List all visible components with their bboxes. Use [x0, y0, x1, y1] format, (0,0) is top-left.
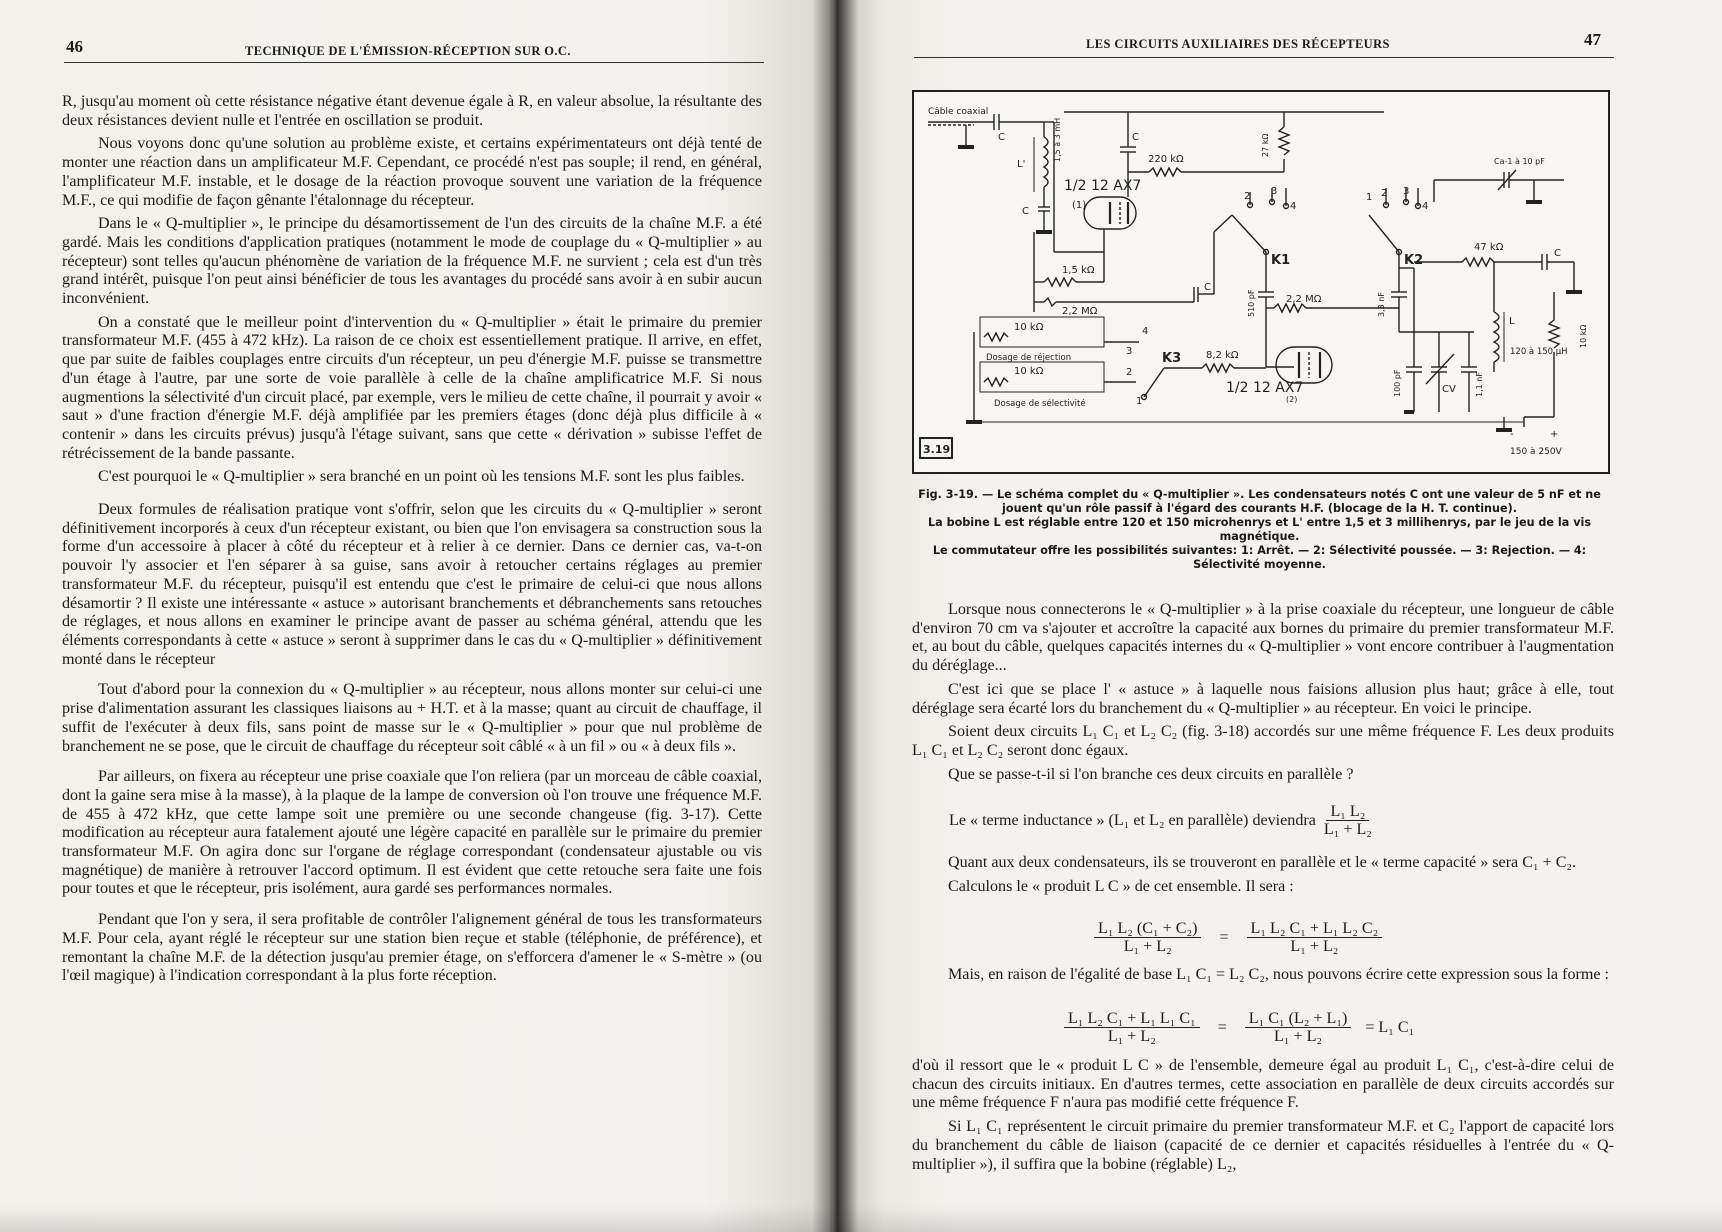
paragraph: d'où il ressort que le « produit L C » de l'ensemble, demeure égal au produit L₁ C₁, c'est-à-dire celui de chacun des circuits initiaux. En d'autres termes, cette association en parallèle de deux circuits accordés sur une même fréquence F n'aura pas modifié cette fréquence F. — [912, 1057, 1614, 1112]
right-text-column-top — [912, 601, 1614, 789]
paragraph: Calculons le « produit L C » de cet ensemble. Il sera : — [948, 877, 1294, 895]
label-k2-n3: 3 — [1403, 186, 1410, 197]
denominator: L₁ + L₂ — [1123, 938, 1172, 955]
label-tube1: 1/2 12 AX7 — [1064, 178, 1142, 194]
fraction — [1247, 920, 1383, 955]
label-k3-n3: 3 — [1126, 346, 1133, 357]
label-k2-n4: 4 — [1422, 201, 1429, 212]
paragraph: Quant aux deux condensateurs, ils se trouveront en parallèle et le « terme capacité » sera C₁ + C₂. — [948, 854, 1577, 871]
label-lprime-range: 1,5 à 3 mH — [1053, 117, 1062, 162]
denominator: L₁ + L₂ — [1107, 1028, 1156, 1045]
label-k2-n2: 2 — [1381, 188, 1388, 199]
label-tube1-sub: (1) — [1072, 200, 1087, 211]
equation-inductance — [949, 803, 1380, 838]
caption-line: La bobine L est réglable entre 120 et 150 microhenrys et L' entre 1,5 et 3 millihenrys, par le jeu de la vis magnétique. — [928, 516, 1591, 543]
paragraph: Tout d'abord pour la connexion du « Q-multiplier » au récepteur, nous allons monter sur celui-ci une prise d'alimentation assurant les classiques liaisons au + H.T. et à la masse; quant au circuit de chauffage, il suffit de l'exécuter à deux fils, sans point de masse sur le « Q-multiplier » pour que nul problème de branchement ne se pose, que le circuit de chauffage du récepteur soit câblé « à un fil » ou « à deux fils ». — [62, 681, 762, 755]
paragraph: Que se passe-t-il si l'on branche ces deux circuits en parallèle ? — [948, 765, 1354, 783]
paragraph: Mais, en raison de l'égalité de base L₁ C₁ = L₂ C₂, nous pouvons écrire cette expression sous la forme : — [948, 966, 1610, 983]
label-tube2: 1/2 12 AX7 — [1226, 380, 1304, 396]
label-r10k-c: 10 kΩ — [1579, 324, 1588, 348]
label-r82k: 8,2 kΩ — [1206, 350, 1239, 361]
label-c33n: 3,3 nF — [1377, 292, 1386, 317]
running-head: TECHNIQUE DE L'ÉMISSION-RÉCEPTION SUR O.C. — [245, 44, 571, 58]
label-r27k: 27 kΩ — [1261, 133, 1270, 157]
paragraph: C'est ici que se place l' « astuce » à laquelle nous faisions allusion plus haut; grâce à elle, tout déréglage sera écarté lors du branchement du « Q-multiplier » au récepteur. En voici le principe. — [912, 680, 1614, 717]
paragraph: Soient deux circuits L₁ C₁ et L₂ C₂ (fig. 3-18) accordés sur une même fréquence F. Les deux produits L₁ C₁ et L₂ C₂ seront donc égaux. — [912, 723, 1614, 759]
label-c2: C — [1022, 206, 1029, 217]
label-dosage-rej: Dosage de réjection — [986, 353, 1072, 363]
label-k3-n1: 1 — [1136, 396, 1143, 407]
label-l-range: 120 à 150 µH — [1510, 347, 1568, 357]
fraction — [1320, 803, 1376, 838]
book-gutter — [812, 0, 858, 1232]
fraction — [1245, 1010, 1352, 1045]
paragraph: Par ailleurs, on fixera au récepteur une prise coaxiale que l'on reliera (par un morceau de câble coaxial, dont la gaine sera mise à la masse), à la plaque de la lampe de conversion où l'on trouve une fréquence M.F. de 455 à 472 kHz, que cette lampe soit une première ou une seconde changeuse (fig. 3-17). Cette modification au récepteur aura fatalement ajouté une légère capacité en parallèle sur le primaire du premier transformateur M.F. On agira donc sur l'organe de réglage correspondant (condensateur ajustable ou vis magnétique) de manière à retrouver l'accord optimum. Il est évident que cette retouche sera faite une fois pour toutes et que le récepteur, pris isolément, aura gardé ses performances normales. — [62, 768, 762, 898]
paragraph: Si L₁ C₁ représentent le circuit primaire du premier transformateur M.F. et C₂ l'apport de capacité lors du branchement du câble de liaison (capacité de ce dernier et capacités résiduelles à l'entrée du « Q-multiplier »), il suffira que la bobine (réglable) L₂, — [912, 1118, 1614, 1173]
equals-sign: = — [1217, 1018, 1227, 1036]
numerator: L₁ L₂ (C₁ + C₂) — [1094, 920, 1201, 938]
page-number: 46 — [66, 37, 83, 56]
label-lprime: L' — [1017, 159, 1026, 170]
paragraph: Lorsque nous connecterons le « Q-multiplier » à la prise coaxiale du récepteur, une longueur de câble d'environ 70 cm va s'ajouter et accroître la capacité aux bornes du primaire du premier transformateur M.F. et, au bout du câble, quelques capacités internes du « Q-multiplier » vont encore contribuer à l'augmentation du déréglage... — [912, 601, 1614, 675]
denominator: L₁ + L₂ — [1290, 938, 1339, 955]
label-c4: C — [1204, 282, 1211, 293]
paragraph: Nous voyons donc qu'une solution au problème existe, et certains expérimentateurs ont déjà tenté de monter une réaction dans un amplificateur M.F. Cependant, ce procédé n'est pas souple; il rend, en général, l'amplificateur M.F. instable, et le dosage de la réaction provoque souvent une variation de la fréquence M.F., ce qui modifie de façon gênante l'étalonnage du récepteur. — [62, 135, 762, 209]
paragraph: On a constaté que le meilleur point d'intervention du « Q-multiplier » était le primaire du premier transformateur M.F. (455 à 472 kHz). La raison de ce choix est essentiellement pratique. Il arrive, en effet, que par suite de faibles couplages entre circuits d'un récepteur, un peu d'énergie M.F. puisse se transmettre d'un étage à l'autre, par une sorte de voie parallèle à celle de la chaîne amplificatrice M.F. Si nous augmentions la sélectivité d'un circuit placé, par exemple, vers le milieu de cette chaîne, il pourrait y avoir « saut » d'une fraction d'énergie M.F. déjà amplifiée par les premiers étages (donc déjà plus difficile à « contenir » dans les circuits prévus) jusqu'à l'étage suivant, sans que cette « dérivation » subisse l'effet de rétrécissement de la bande passante. — [62, 313, 762, 462]
label-c100p: 100 pF — [1393, 369, 1402, 397]
numerator: L₁ L₂ C₁ + L₁ L₂ C₂ — [1247, 920, 1383, 938]
numerator: L₁ L₂ — [1326, 803, 1369, 821]
label-r22m-a: 2,2 MΩ — [1062, 306, 1098, 317]
equation-simplified — [1060, 1010, 1414, 1045]
label-r10k-a: 10 kΩ — [1014, 322, 1044, 333]
equals-sign: = — [1219, 928, 1229, 946]
paragraph: R, jusqu'au moment où cette résistance négative étant devenue égale à R, en valeur absolue, la résultante des deux résistances devient nulle et l'entrée en oscillation se produit. — [62, 93, 762, 129]
result: = L₁ C₁ — [1365, 1018, 1415, 1036]
right-text-column-mid2 — [912, 966, 1614, 990]
label-l: L — [1509, 316, 1515, 327]
page-number: 47 — [1584, 30, 1601, 49]
label-r47k: 47 kΩ — [1474, 242, 1504, 253]
label-k1: K1 — [1271, 253, 1291, 268]
label-ca: Ca-1 à 10 pF — [1494, 157, 1545, 166]
label-k3: K3 — [1162, 351, 1182, 366]
equation-product-lc — [1090, 920, 1386, 955]
paragraph: Deux formules de réalisation pratique vont s'offrir, selon que les circuits du « Q-multiplier » seront définitivement incorporés à ceux d'un récepteur existant, ou bien que l'on envisagera sa construction sous la forme d'un accessoire à placer à côté du récepteur et à relier à ce dernier. Dans ce dernier cas, va-t-on pouvoir l'y associer et l'en séparer à sa guise, sans avoir à retoucher certains réglages au premier transformateur M.F. du récepteur, puisqu'il est entendu que c'est le primaire de celui-ci que nous allons désamortir ? Il existe une intéressante « astuce » autorisant branchements et débranchements sans retouches de réglages, et nous allons en examiner le principe avant de passer au schéma général, attendu que les éléments correspondants à cette « astuce » seront à supprimer dans le cas du « Q-multiplier » définitivement monté dans le récepteur — [62, 501, 762, 668]
fraction — [1094, 920, 1201, 955]
label-r10k-b: 10 kΩ — [1014, 366, 1044, 377]
label-minus: - — [1510, 429, 1514, 440]
caption-line: Le commutateur offre les possibilités suivantes: 1: Arrêt. — 2: Sélectivité poussée. — 3: Rejection. — 4: Sélectivité moyenne. — [932, 544, 1587, 571]
label-c510p: 510 pF — [1247, 289, 1256, 317]
label-r15k: 1,5 kΩ — [1062, 265, 1095, 276]
label-cv: CV — [1442, 384, 1456, 395]
label-dosage-sel: Dosage de sélectivité — [994, 399, 1086, 409]
header-rule — [64, 62, 764, 63]
label-ht: 150 à 250V — [1510, 447, 1562, 457]
label-k1-n4: 4 — [1290, 201, 1297, 212]
right-text-column-bottom — [912, 1057, 1614, 1179]
denominator: L₁ + L₂ — [1323, 821, 1372, 838]
label-tube2-sub: (2) — [1286, 395, 1298, 404]
label-r22m-b: 2,2 MΩ — [1286, 294, 1322, 305]
paragraph: Pendant que l'on y sera, il sera profitable de contrôler l'alignement général de tous les transformateurs M.F. Pour cela, ayant réglé le récepteur sur une station bien reçue et stable (téléphonie, de préférence), et remontant la chaîne M.F. de la détection jusqu'au premier étage, on s'efforcera d'amener le « S-mètre » (ou l'œil magique) à l'indication correspondant à la plus forte réception. — [62, 911, 762, 985]
label-k2-n1: 1 — [1366, 192, 1373, 203]
running-head: LES CIRCUITS AUXILIAIRES DES RÉCEPTEURS — [1086, 37, 1390, 51]
label-k3-n2: 2 — [1126, 367, 1133, 378]
paragraph: C'est pourquoi le « Q-multiplier » sera branché en un point où les tensions M.F. sont les plus faibles. — [98, 468, 745, 486]
label-c5: C — [1554, 248, 1561, 259]
paragraph: Dans le « Q-multiplier », le principe du désamortissement de l'un des circuits de la chaîne M.F. a été gardé. Mais les conditions d'application pratiques (notamment le mode de couplage du « Q-multiplier » au récepteur) sont telles qu'aucun phénomène de variation de la fréquence M.F. ne survient ; cela est d'un très grand intérêt, puisque l'on peut ainsi bénéficier de tous les avantages du procédé sans avoir à en subir aucun inconvénient. — [62, 215, 762, 308]
left-page — [0, 0, 830, 1232]
right-text-column-mid — [912, 854, 1614, 901]
label-c3: C — [1132, 132, 1139, 143]
figure-caption — [912, 488, 1607, 572]
label-r220k: 220 kΩ — [1148, 154, 1184, 165]
fraction — [1064, 1010, 1200, 1045]
numerator: L₁ L₂ C₁ + L₁ L₁ C₁ — [1064, 1010, 1200, 1028]
label-plus: + — [1550, 429, 1559, 440]
paragraph-lead: Le « terme inductance » (L₁ et L₂ en parallèle) deviendra — [949, 811, 1316, 829]
label-c1: C — [998, 132, 1005, 143]
caption-line: Fig. 3-19. — Le schéma complet du « Q-multiplier ». Les condensateurs notés C ont une valeur de 5 nF et ne jouent qu'un rôle passif à l'égard des courants H.F. (blocage de la H. T. continue). — [918, 488, 1601, 515]
label-c11n: 1,1 nF — [1475, 372, 1484, 397]
numerator: L₁ C₁ (L₂ + L₁) — [1245, 1010, 1352, 1028]
q-multiplier-schematic — [914, 92, 1608, 472]
label-k2: K2 — [1404, 253, 1424, 268]
label-cable: Câble coaxial — [928, 107, 989, 117]
denominator: L₁ + L₂ — [1274, 1028, 1323, 1045]
page-shadow — [0, 1205, 1722, 1232]
header-rule — [914, 57, 1614, 58]
label-k3-n4: 4 — [1142, 326, 1149, 337]
label-k1-n2: 2 — [1244, 191, 1251, 202]
label-k1-n3: 3 — [1271, 186, 1278, 197]
schematic-figure — [912, 90, 1610, 474]
figure-number: 3.19 — [923, 443, 951, 456]
left-text-column — [62, 93, 762, 991]
